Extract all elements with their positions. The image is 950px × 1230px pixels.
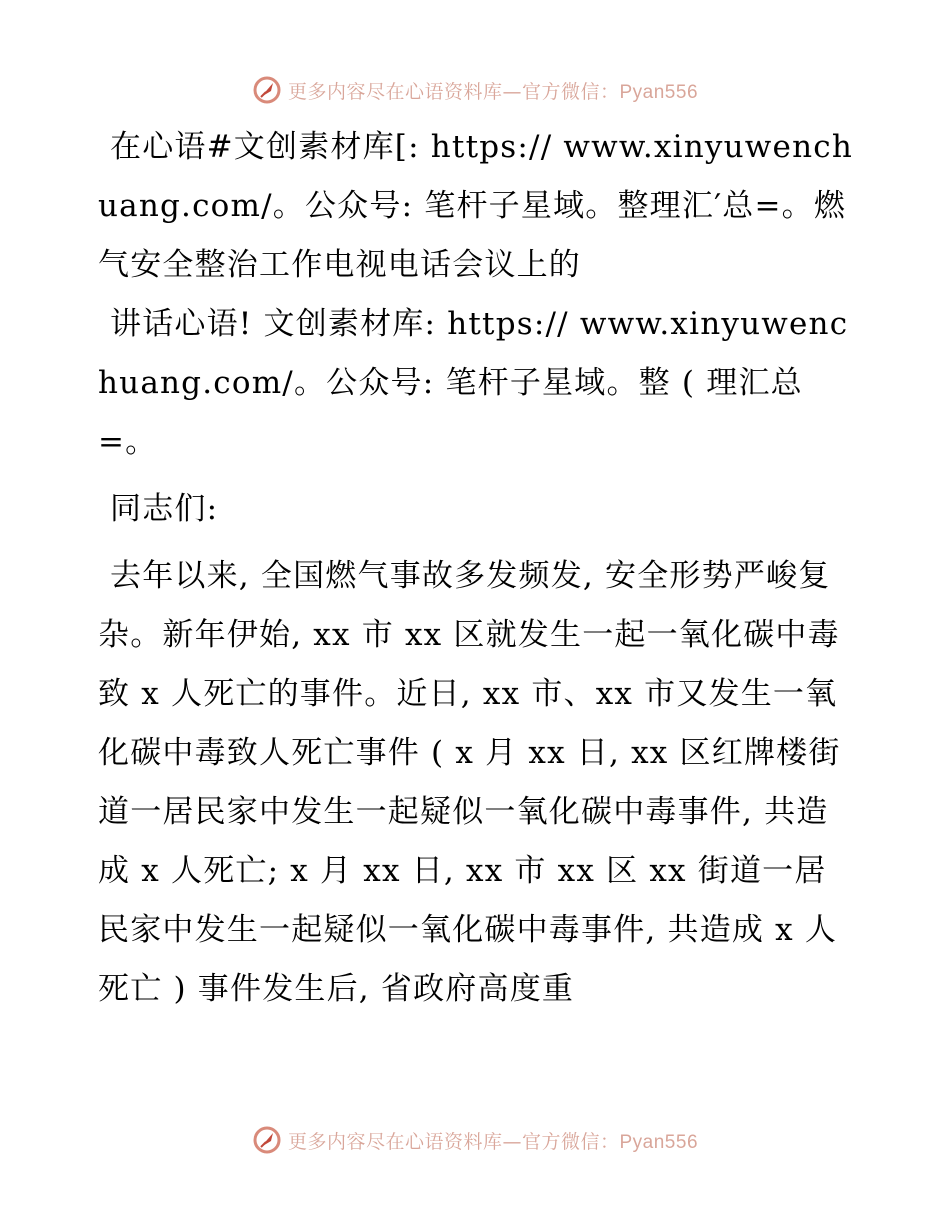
watermark-text: 更多内容尽在心语资料库—官方微信：Pyan556 bbox=[287, 1130, 699, 1153]
paragraph-body: 去年以来, 全国燃气事故多发频发, 安全形势严峻复杂。新年伊始, xx 市 xx 区就发生一起一氧化碳中毒致 x 人死亡的事件。近日, xx 市、xx 市又发生一氧化碳中毒致人死亡事件 ( x 月 xx 日, xx 区红牌楼街道一居民家中发生一起疑似一氧化碳中毒事件, 共造成 x 人死亡; x 月 xx 日, xx 市 xx 区 xx 街道一居民家中发生一起疑似一氧化碳中毒事件, 共造成 x 人死亡 ) 事件发生后, 省政府高度重 bbox=[98, 558, 841, 1007]
header-watermark bbox=[0, 70, 950, 110]
paragraph-title: 在心语#文创素材库[: https:// www.xinyuwenchuang.com/。公众号: 笔杆子星域。整理汇′总=。燃气安全整治工作电视电话会议上的 bbox=[98, 129, 853, 283]
footer-watermark bbox=[0, 1120, 950, 1160]
paragraph-source: 讲话心语! 文创素材库: https:// www.xinyuwenchuang.com/。公众号: 笔杆子星域。整 ( 理汇总=。 bbox=[98, 306, 849, 460]
paragraph-salutation: 同志们: bbox=[110, 491, 219, 527]
feather-quill-circle-icon bbox=[252, 75, 282, 105]
document-body bbox=[98, 118, 858, 1027]
watermark-text: 更多内容尽在心语资料库—官方微信：Pyan556 bbox=[287, 80, 699, 103]
feather-quill-circle-icon bbox=[252, 1125, 282, 1155]
